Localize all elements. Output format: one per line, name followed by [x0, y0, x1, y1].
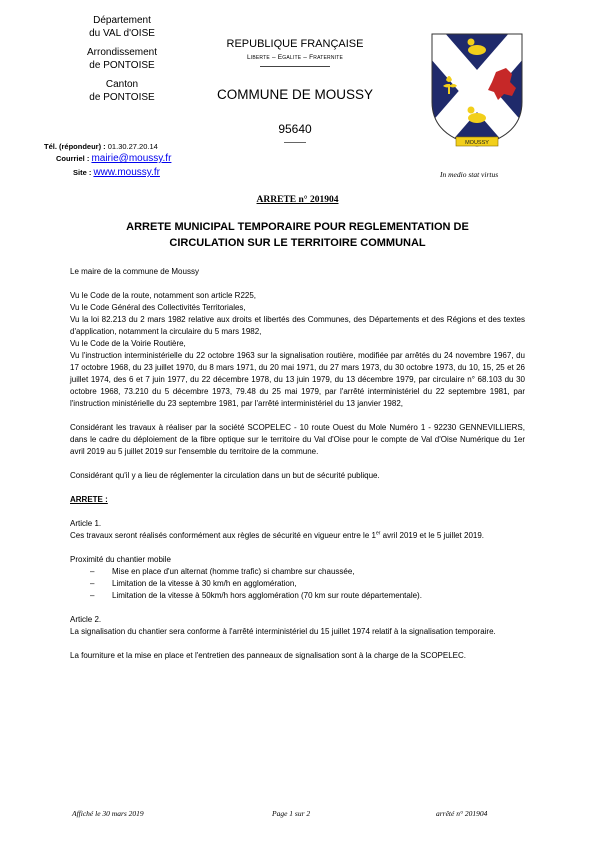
vu-line: Vu la loi 82.213 du 2 mars 1982 relative aux droits et libertés des Communes, des Départements et des Régions et des textes d'application, notamment la circulaire du 5 mars 1982, [70, 315, 525, 336]
republic-motto: Liberte – Egalite – Fraternite [246, 54, 344, 61]
contact-tel: Tél. (répondeur) : 01.30.27.20.14 [44, 142, 158, 151]
departement-label: Département du VAL d'OISE [89, 15, 155, 39]
header-left-block [62, 14, 182, 110]
article-1-text: Ces travaux seront réalisés conformément aux règles de sécurité en vigueur entre le 1er avril 2019 et le 5 juillet 2019. [70, 530, 485, 540]
footer-affiche: Affiché le 30 mars 2019 [72, 809, 144, 818]
arrete-number: ARRETE n° 201904 [256, 195, 339, 205]
divider [260, 66, 330, 67]
document-title: ARRETE MUNICIPAL TEMPORAIRE POUR REGLEMENTATION DE CIRCULATION SUR LE TERRITOIRE COMMUNAL [126, 221, 469, 249]
arrondissement-label: Arrondissement de PONTOISE [86, 47, 158, 71]
vu-line: Vu le Code de la Voirie Routière, [70, 339, 186, 348]
considerant-paragraph: Considérant les travaux à réaliser par la société SCOPELEC - 10 route Ouest du Mole Numéro 1 - 92230 GENNEVILLIERS, dans le cadre du déploiement de la fibre optique sur le territoire du Val d'Oise pour le compte de Val d'Oise Numérique du 1er avril 2019 au 5 juillet 2019 sur l'ensemble du territoire de la commune. [70, 423, 525, 456]
footer-page-number: Page 1 sur 2 [272, 809, 311, 818]
website-link[interactable]: www.moussy.fr [93, 167, 160, 178]
vu-line: Vu le Code Général des Collectivités Territoriales, [70, 303, 246, 312]
document-body [70, 266, 525, 662]
canton-label: Canton de PONTOISE [89, 79, 155, 103]
measures-list [70, 566, 525, 602]
article-1-title: Article 1. [70, 519, 102, 528]
postal-code: 95640 [278, 122, 312, 136]
divider [284, 142, 306, 143]
devise: In medio stat virtus [440, 170, 499, 179]
footer-arrete-ref: arrêté n° 201904 [436, 809, 488, 818]
email-link[interactable]: mairie@moussy.fr [91, 153, 172, 164]
proximite-heading: Proximité du chantier mobile [70, 555, 171, 564]
vu-line: Vu le Code de la route, notamment son article R225, [70, 291, 257, 300]
vu-line: Vu l'instruction interministérielle du 22 octobre 1963 sur la signalisation routière, modifiée par arrêtés du 24 novembre 1967, du 17 octobre 1968, du 23 juillet 1970, du 8 mars 1971, du 20 mai 1971, du 27 mars 1973, du 30 octobre 1973, du 10, 15, 25 et 26 juillet 1974, des 6 et 7 juin 1977, du 22 décembre 1978, du 13 juin 1979, du 13 décembre 1979, par circulaire n° 68.103 du 30 octobre 1968, 73.210 du 5 décembre 1973, 79.48 du 25 mai 1979, par l'arrêté interministériel du 22 septembre 1981, par l'instruction ministérielle du 23 septembre 1981, par l'arrêté interministériel du 13 janvier 1982, [70, 351, 525, 408]
intro-line: Le maire de la commune de Moussy [70, 267, 199, 276]
arrete-heading: ARRETE : [70, 495, 108, 504]
article-2-text: La signalisation du chantier sera conforme à l'arrêté interministériel du 15 juillet 1974 relatif à la signalisation temporaire. [70, 627, 496, 636]
commune-name: COMMUNE DE MOUSSY [216, 87, 373, 102]
contact-email: Courriel : mairie@moussy.fr [56, 153, 172, 164]
contact-site: Site : www.moussy.fr [73, 167, 160, 178]
coat-of-arms-logo [430, 32, 524, 150]
considerant-paragraph: Considérant qu'il y a lieu de réglementer la circulation dans un but de sécurité publique. [70, 471, 380, 480]
crest-label: MOUSSY [465, 140, 489, 146]
republic-title: REPUBLIQUE FRANÇAISE [226, 38, 364, 50]
list-item: – Limitation de la vitesse à 50km/h hors agglomération (70 km sur route départementale). [94, 590, 525, 602]
fourniture-paragraph: La fourniture et la mise en place et l'entretien des panneaux de signalisation sont à la charge de la SCOPELEC. [70, 651, 466, 660]
article-2-title: Article 2. [70, 615, 102, 624]
list-item: – Mise en place d'un alternat (homme trafic) si chambre sur chaussée, [94, 566, 525, 578]
list-item: – Limitation de la vitesse à 30 km/h en agglomération, [94, 578, 525, 590]
header-center-block [200, 38, 390, 143]
